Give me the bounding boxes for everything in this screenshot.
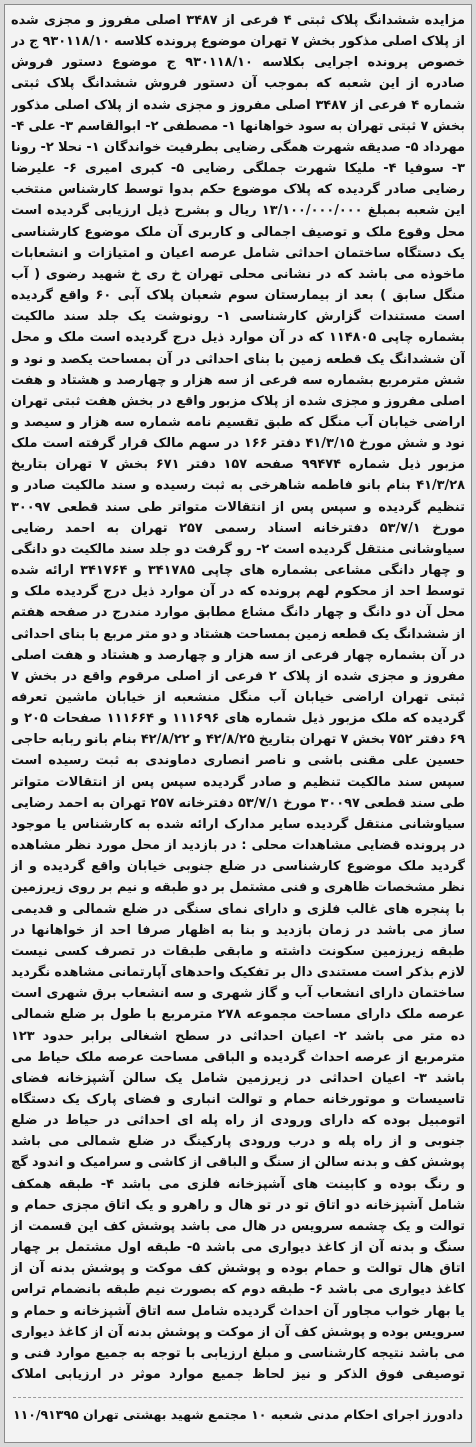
notice-footer <box>13 1397 463 1430</box>
issuer-signature: دادورز اجرای احکام مدنی شعبه ۱۰ مجتمع شهید بهشتی تهران <box>82 1406 463 1422</box>
auction-notice <box>4 4 472 1443</box>
reference-number: ۱۱۰/۹۱۳۹۵ <box>13 1406 79 1422</box>
notice-body-text: مزایده ششدانگ پلاک ثبتی ۴ فرعی از ۳۴۸۷ اصلی مفروز و مجزی شده از پلاک اصلی مذکور بخش ۷ تهران موضوع پرونده کلاسه ۹۳۰۱۱۸/۱۰ ج در خصوص پرونده اجرایی بکلاسه ۹۳۰۱۱۸/۱۰ ج موضوع دستور فروش صادره از این شعبه که بموجب آن دستور فروش ششدانگ پلاک ثبتی شماره ۴ فرعی از ۳۴۸۷ اصلی مفروز و مجزی شده از پلاک اصلی مذکور بخش ۷ ثبتی تهران به سود خواهانها ۱- مصطفی ۲- ابوالقاسم ۳- علی ۴- مهرداد ۵- صدیقه شهرت همگی رضایی بطرفیت خواندگان ۱- نحلا ۲- رونا ۳- سوفیا ۴- ملیکا شهرت جملگی رضایی ۵- کبری امیری ۶- علیرضا رضایی صادر گردیده که پلاک موضوع حکم بدوا توسط کارشناس منتخب این شعبه بمبلغ ۱۳/۱۰۰/۰۰۰/۰۰۰ ریال و بشرح ذیل ارزیابی گردیده است محل وقوع ملک و توصیف اجمالی و کاربری آن ملک موضوع کارشناسی یک دستگاه ساختمان احداثی شامل عرصه اعیان و امتیازات و انشعابات ماخوذه می باشد که در نشانی محلی تهران خ ری خ شهید رضوی ( آب منگل سابق ) بعد از بیمارستان سوم شعبان پلاک آبی ۶۰ واقع گردیده است مستندات گزارش کارشناسی ۱- رونوشت یک جلد سند مالکیت بشماره چاپی ۱۱۴۸۰۵ که در آن موارد ذیل درج گردیده است ملک و محل آن ششدانگ یک قطعه زمین با بنای احداثی در آن بمساحت یکصد و نود و شش مترمربع بشماره سه فرعی از سه هزار و چهارصد و هشتاد و هفت اصلی مفروز و مجزی شده از پلاک مزبور واقع در بخش هفت ثبتی تهران اراضی خیابان آب منگل که طبق تقسیم نامه شماره سه هزار و سیصد و نود و شش مورخ ۴۱/۳/۱۵ دفتر ۱۶۶ در سهم مالک قرار گرفته است ملک مزبور ذیل شماره ۹۹۴۷۴ صفحه ۱۵۷ دفتر ۶۷۱ بخش ۷ تهران بتاریخ ۴۱/۳/۲۸ بنام بانو فاطمه شاهرخی به ثبت رسیده و سند مالکیت صادر و تنظیم گردیده و سپس پس از انتقالات متواتر طی سند قطعی ۳۰۰۹۷ مورخ ۵۳/۷/۱ دفترخانه اسناد رسمی ۲۵۷ تهران به احمد رضایی سیاوشانی منتقل گردیده است ۲- رو گرفت دو جلد سند مالکیت دو دانگی و چهار دانگی مشاعی بشماره های چاپی ۳۴۱۷۸۵ و ۳۴۱۷۶۴ ارائه شده توسط احد از محکوم لهم پرونده که در آن موارد ذیل درج گردیده ملک و محل آن دو دانگ و چهار دانگ مشاع مطابق موارد مندرج در صفحه هفتم از ششدانگ یک قطعه زمین بمساحت هشتاد و دو متر مربع با بنای احداثی در آن بشماره چهار فرعی از سه هزار و چهارصد و هشتاد و هفت اصلی مفروز و مجزی شده از پلاک ۲ فرعی از اصلی مرقوم واقع در بخش ۷ ثبتی تهران اراضی خیابان آب منگل منشعبه از خیابان ماشین تعرفه گردیده که ملک مزبور ذیل شماره های ۱۱۱۶۹۶ و ۱۱۱۶۶۴ صفحات ۲۰۵ و ۶۹ دفتر ۷۵۲ بخش ۷ تهران بتاریخ ۴۲/۸/۲۵ و ۴۲/۸/۲۲ بنام بانو ربابه حاجی حسین علی مقنی باشی و ناصر انصاری دماوندی به ثبت رسیده است سپس سند مالکیت تنظیم و صادر گردیده سپس پس از انتقالات متواتر طی سند قطعی ۳۰۰۹۷ مورخ ۵۳/۷/۱ دفترخانه ۲۵۷ تهران به احمد رضایی سیاوشانی منتقل گردیده سایر مدارک ارائه شده به کارشناس یا موجود در پرونده قضایی مشاهدات محلی : در بازدید از محل مورد نظر مشاهده گردید ملک موضوع کارشناسی در ضلع جنوبی خیابان واقع گردیده و از نظر مشخصات ظاهری و فنی مشتمل بر دو طبقه و نیم بر روی زیرزمین با پنجره های غالب فلزی و دارای نمای سنگی در ضلع شمالی و قدیمی ساز می باشد در زمان بازدید و بنا به اظهار صرفا احد از خواهانها در طبقه زیرزمین سکونت داشته و مابقی طبقات در تصرف کسی نیست لازم بذکر است مستندی دال بر تفکیک واحدهای آپارتمانی مشاهده نگردید ساختمان دارای انشعاب آب و گاز شهری و سه انشعاب برق شهری است عرصه ملک دارای مساحت مجموعه ۲۷۸ مترمربع با طول بر ضلع شمالی ده متر می باشد ۲- اعیان احداثی در سطح اشغالی برابر حدود ۱۲۳ مترمربع از عرصه احداث گردیده و الباقی مساحت عرصه ملک حیاط می باشد ۳- اعیان احداثی در زیرزمین شامل یک سالن آشپزخانه فضای تاسیسات و موتورخانه حمام و توالت انباری و فضای پارک یک دستگاه اتومبیل بوده که دارای ورودی از راه پله ای احداثی در حیاط در ضلع جنوبی و از راه پله و درب ورودی پارکینگ در ضلع شمالی می باشد پوشش کف و بدنه سالن از سنگ و الباقی از کاشی و سرامیک و اندود گچ و رنگ بوده و کابینت های آشپزخانه فلزی می باشد ۴- طبقه همکف شامل آشپزخانه دو اتاق تو در تو هال و راهرو و یک اتاق مجزی حمام و توالت و یک چشمه سرویس در هال می باشد پوشش کف این قسمت از سنگ و بدنه آن از کاغذ دیواری می باشد ۵- طبقه اول مشتمل بر چهار اتاق هال توالت و حمام بوده و پوشش کف موکت و پوشش بدنه آن از کاغذ دیواری می باشد ۶- طبقه دوم که بصورت نیم طبقه بانضمام تراس یا بهار خواب مجاور آن احداث گردیده شامل سه اتاق آشپزخانه و حمام و سرویس بوده و پوشش کف آن از موکت و پوشش بدنه آن از کاغذ دیواری می باشد نتیجه کارشناسی و مبلغ ارزیابی با توجه به جمیع موارد فنی و توصیفی فوق الذکر و نیز لحاظ جمیع موارد موثر در ارزیابی املاک <box>11 13 465 1382</box>
